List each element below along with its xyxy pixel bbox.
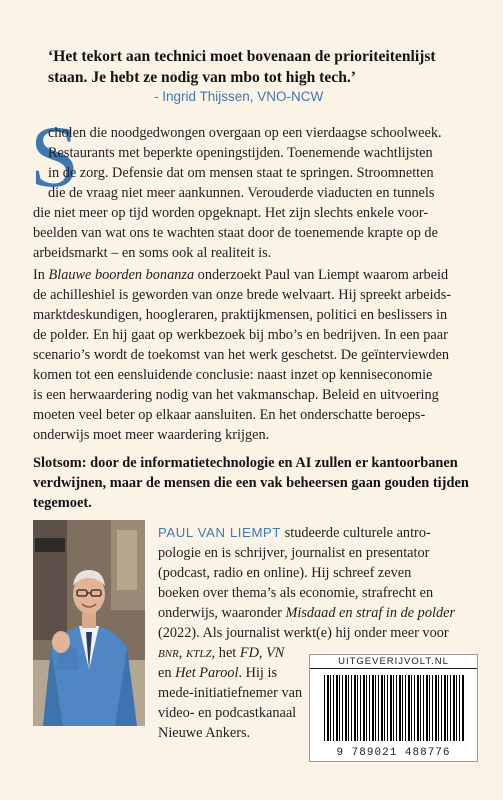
- text-line: de polder. En hij gaat op werkbezoek bij mbo’s en bedrijven. In een paar: [33, 327, 448, 343]
- text-line: moeten veel beter op elkaar aansluiten. En het onderschatte beroeps-: [33, 407, 426, 423]
- text-line: Restaurants met beperkte openingstijden. Toenemende wachtlijsten: [48, 145, 433, 161]
- text-line: en Het Parool. Hij is: [158, 665, 278, 681]
- text-line: die de vraag niet meer aankunnen. Verouderde viaducten en tunnels: [48, 185, 435, 201]
- text-line: BNR, KTLZ, het FD, VN: [158, 645, 285, 661]
- text-line: In Blauwe boorden bonanza onderzoekt Paul van Liempt waarom arbeid: [33, 267, 449, 283]
- text-line: de achilleshiel is geworden van onze brede welvaart. Hij spreekt arbeids-: [33, 287, 452, 303]
- barcode: [309, 654, 478, 762]
- author-portrait-illustration: [33, 520, 145, 726]
- text-line: komen tot een eensluidende conclusie: naast inzet op kenniseconomie: [33, 367, 433, 383]
- text-line: onderwijs, waaronder Misdaad en straf in de polder: [158, 605, 456, 621]
- text-line: in de zorg. Defensie dat om mensen staat te springen. Stroomnetten: [48, 165, 434, 181]
- text-line: arbeidsmarkt – en soms ook al realiteit is.: [33, 245, 272, 261]
- isbn-number: 9 789021 488776: [336, 747, 451, 759]
- book-title: Blauwe boorden bonanza: [48, 267, 195, 283]
- text-line: marktdeskundigen, hoogleraren, praktijkmensen, politici en beslissers in: [33, 307, 448, 323]
- quote-attribution: - Ingrid Thijssen, VNO-NCW: [154, 89, 324, 104]
- text-line: die niet meer op tijd worden opgeknapt. Het zijn slechts enkele voor-: [33, 205, 429, 221]
- drop-cap: S: [30, 109, 79, 206]
- author-photo: [33, 520, 145, 726]
- text-line: (2022). Als journalist werkt(e) hij onder meer voor: [158, 625, 449, 641]
- text-line: boeken over thema’s als economie, strafrecht en: [158, 585, 434, 601]
- quote-text: ‘Het tekort aan technici moet bovenaan de prioriteitenlijst staan. Je hebt ze nodig van mbo tot high tech.’: [48, 48, 436, 86]
- text-line: onderwijs moet meer waardering krijgen.: [33, 427, 270, 443]
- conclusion: Slotsom: door de informatietechnologie en AI zullen er kantoorbanen verdwijnen, maar de mensen die een vak beheersen gaan gouden tijden tegemoet.: [33, 455, 469, 511]
- publisher-label: UITGEVERIJVOLT.NL: [310, 655, 477, 669]
- text-line: Nieuwe Ankers.: [158, 725, 251, 741]
- text-line: pologie en is schrijver, journalist en presentator: [158, 545, 430, 561]
- text-line: (podcast, radio en online). Hij schreef zeven: [158, 565, 412, 581]
- text-line: is een herwaardering nodig van het vakmanschap. Beleid en uitvoering: [33, 387, 439, 403]
- barcode-bars: [324, 675, 464, 741]
- text-line: cholen die noodgedwongen overgaan op een vierdaagse schoolweek.: [48, 125, 442, 141]
- text-line: scenario’s wordt de toekomst van het werk geschetst. De geïnterviewden: [33, 347, 450, 363]
- text-line: video- en podcastkanaal: [158, 705, 297, 721]
- text-line: PAUL VAN LIEMPT studeerde culturele antro-: [158, 525, 431, 541]
- author-name: PAUL VAN LIEMPT: [158, 525, 282, 540]
- book-title: Misdaad en straf in de polder: [285, 605, 456, 621]
- text-line: mede-initiatiefnemer van: [158, 685, 303, 701]
- text-line: beelden van wat ons te wachten staat door de toenemende krapte op de: [33, 225, 438, 241]
